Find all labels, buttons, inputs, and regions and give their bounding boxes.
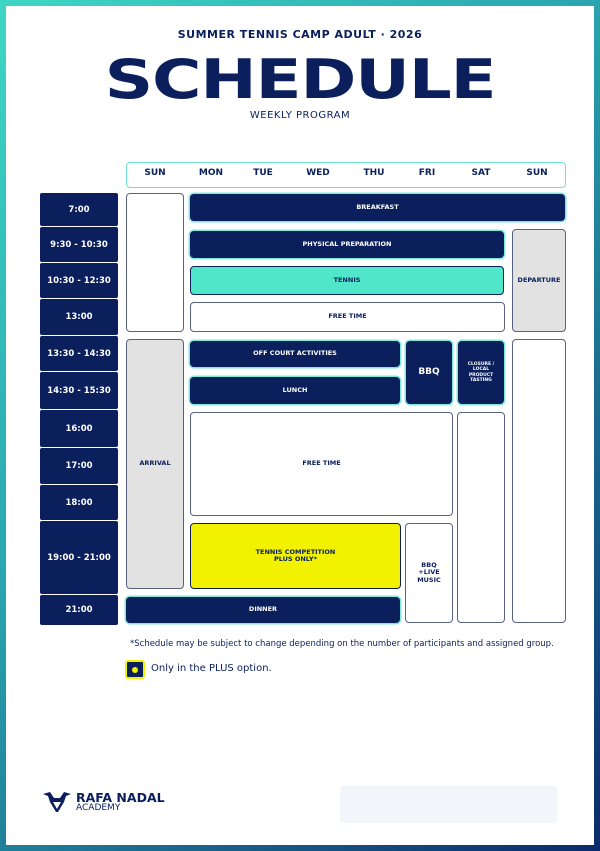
footer-panel xyxy=(340,786,557,823)
day-header-row xyxy=(126,162,566,188)
event-free-time: FREE TIME xyxy=(190,302,505,332)
time-slot: 18:00 xyxy=(40,485,118,520)
event-free-time-afternoon: FREE TIME xyxy=(190,412,453,516)
time-slot: 21:00 xyxy=(40,595,118,625)
time-slot: 13:00 xyxy=(40,299,118,335)
day-fri: FRI xyxy=(418,168,436,178)
time-slot: 9:30 - 10:30 xyxy=(40,227,118,262)
event-departure: DEPARTURE xyxy=(512,229,566,332)
day-mon: MON xyxy=(198,168,224,178)
day-sun: SUN xyxy=(144,168,166,178)
plus-legend-icon xyxy=(125,660,145,679)
sat-evening-empty xyxy=(457,412,505,623)
time-slot: 10:30 - 12:30 xyxy=(40,263,118,298)
event-bbq-live-music: BBQ +LIVE MUSIC xyxy=(405,523,453,623)
event-closure-tasting: CLOSURE / LOCAL PRODUCT TASTING xyxy=(458,341,504,404)
page-title: SCHEDULE xyxy=(104,48,496,111)
footnote: *Schedule may be subject to change depending on the number of participants and assigned group. xyxy=(130,639,554,649)
time-slot: 13:30 - 14:30 xyxy=(40,336,118,371)
event-tennis-competition: TENNIS COMPETITION PLUS ONLY* xyxy=(190,523,401,589)
event-lunch: LUNCH xyxy=(190,377,400,404)
event-physical-preparation: PHYSICAL PREPARATION xyxy=(190,231,504,258)
time-slot: 17:00 xyxy=(40,448,118,484)
plus-legend-text: Only in the PLUS option. xyxy=(151,663,272,674)
time-slot: 16:00 xyxy=(40,410,118,447)
event-breakfast: BREAKFAST xyxy=(190,194,565,221)
tagline: WEEKLY PROGRAM xyxy=(249,110,351,121)
day-tue: TUE xyxy=(253,168,273,178)
camp-subtitle: SUMMER TENNIS CAMP ADULT · 2026 xyxy=(177,28,423,41)
time-slot: 19:00 - 21:00 xyxy=(40,521,118,594)
bull-logo-icon xyxy=(42,790,72,814)
event-tennis: TENNIS xyxy=(190,266,504,295)
event-dinner: DINNER xyxy=(126,597,400,623)
day-thu: THU xyxy=(363,168,385,178)
event-arrival: ARRIVAL xyxy=(126,339,184,589)
brand-name: RAFA NADAL xyxy=(76,790,165,805)
brand-sub: ACADEMY xyxy=(76,803,121,813)
day-sat: SAT xyxy=(471,168,491,178)
day-wed: WED xyxy=(306,168,330,178)
sun-morning-empty xyxy=(126,193,184,332)
event-off-court-activities: OFF COURT ACTIVITIES xyxy=(190,341,400,367)
time-slot: 7:00 xyxy=(40,193,118,226)
time-slot: 14:30 - 15:30 xyxy=(40,372,118,409)
day-sun-2: SUN xyxy=(526,168,548,178)
event-bbq: BBQ xyxy=(406,341,452,404)
sun-evening-empty xyxy=(512,339,566,623)
